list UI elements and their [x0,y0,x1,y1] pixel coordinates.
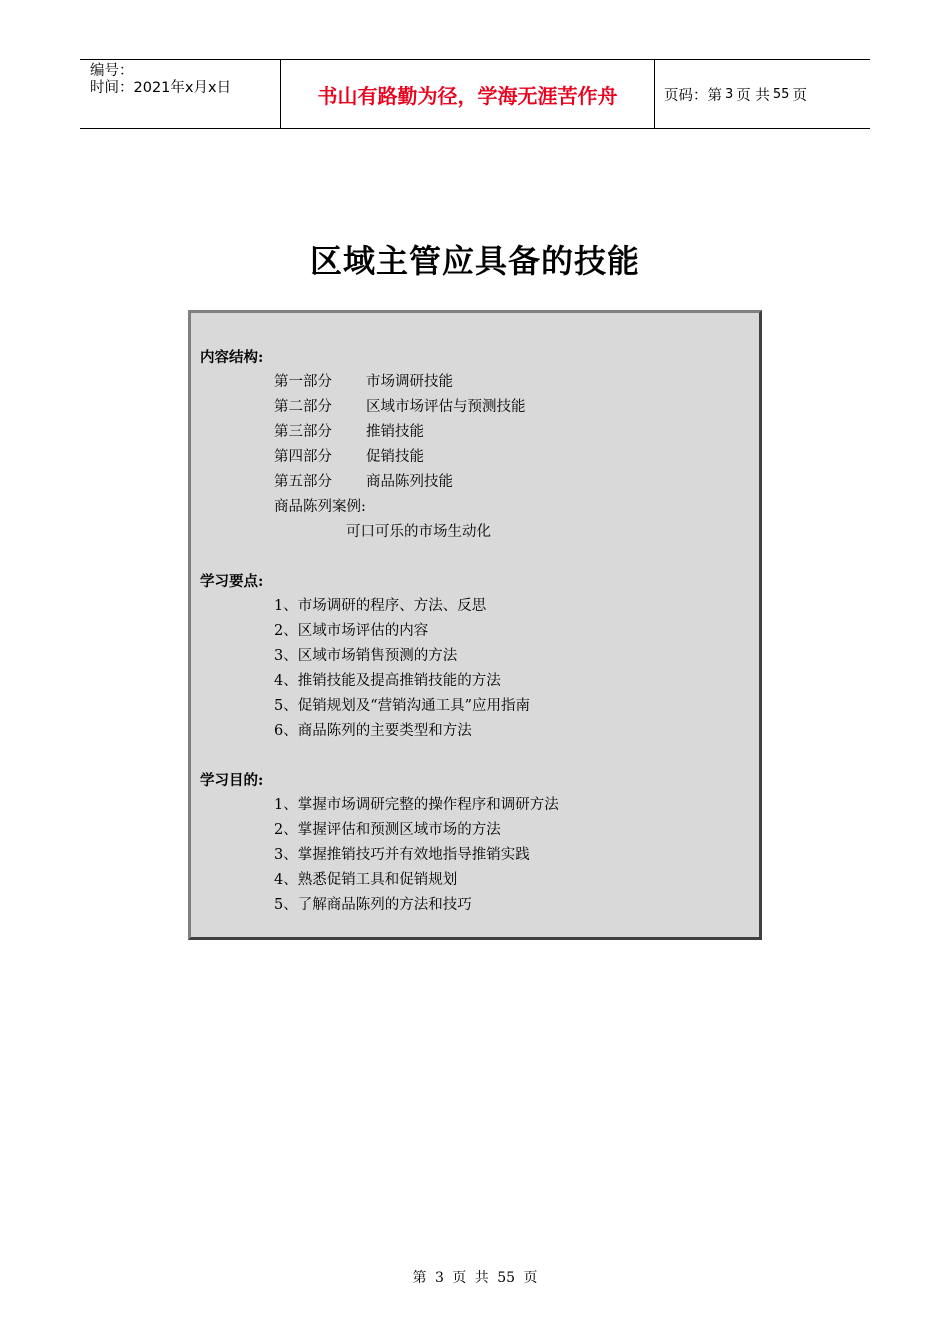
part-label: 第五部分 [274,474,332,490]
header-motto: 书山有路勤为径，学海无涯苦作舟 [281,60,655,128]
key-point-item: 6、商品陈列的主要类型和方法 [274,723,472,739]
case-name: 可口可乐的市场生动化 [346,524,491,540]
key-point-item: 4、推销技能及提高推销技能的方法 [274,673,501,689]
key-points-heading: 学习要点: [200,573,264,590]
part-name: 商品陈列技能 [366,474,453,490]
key-point-item: 2、区域市场评估的内容 [274,623,429,639]
part-name: 推销技能 [366,424,424,440]
header-page-number [655,60,870,128]
part-label: 第一部分 [274,374,332,390]
case-label: 商品陈列案例: [274,499,366,515]
part-name: 区域市场评估与预测技能 [366,399,526,415]
objective-item: 3、掌握推销技巧并有效地指导推销实践 [274,847,530,863]
part-name: 促销技能 [366,449,424,465]
page-prefix: 页码：第 [664,87,722,104]
time-label: 时间：2021年x月x日 [90,80,232,96]
key-point-item: 5、促销规划及“营销沟通工具”应用指南 [274,698,531,714]
objective-item: 5、了解商品陈列的方法和技巧 [274,897,472,913]
objective-item: 1、掌握市场调研完整的操作程序和调研方法 [274,797,559,813]
content-structure-heading: 内容结构: [200,349,264,366]
serial-label: 编号： [90,63,134,79]
page-footer: 第 3 页 共 55 页 [412,1270,538,1286]
page-mid: 页 共 [736,87,770,104]
page-header [80,59,870,129]
key-point-item: 3、区域市场销售预测的方法 [274,648,458,664]
page-suffix: 页 [792,87,807,104]
part-label: 第三部分 [274,424,332,440]
part-name: 市场调研技能 [366,374,453,390]
part-label: 第二部分 [274,399,332,415]
objectives-heading: 学习目的: [200,772,264,789]
part-label: 第四部分 [274,449,332,465]
summary-box [188,310,762,940]
header-meta [80,60,281,128]
page-current: 3 [725,86,734,102]
document-title: 区域主管应具备的技能 [309,242,640,280]
objective-item: 2、掌握评估和预测区域市场的方法 [274,822,501,838]
page-total: 55 [772,86,790,102]
key-point-item: 1、市场调研的程序、方法、反思 [274,598,487,614]
objective-item: 4、熟悉促销工具和促销规划 [274,872,458,888]
